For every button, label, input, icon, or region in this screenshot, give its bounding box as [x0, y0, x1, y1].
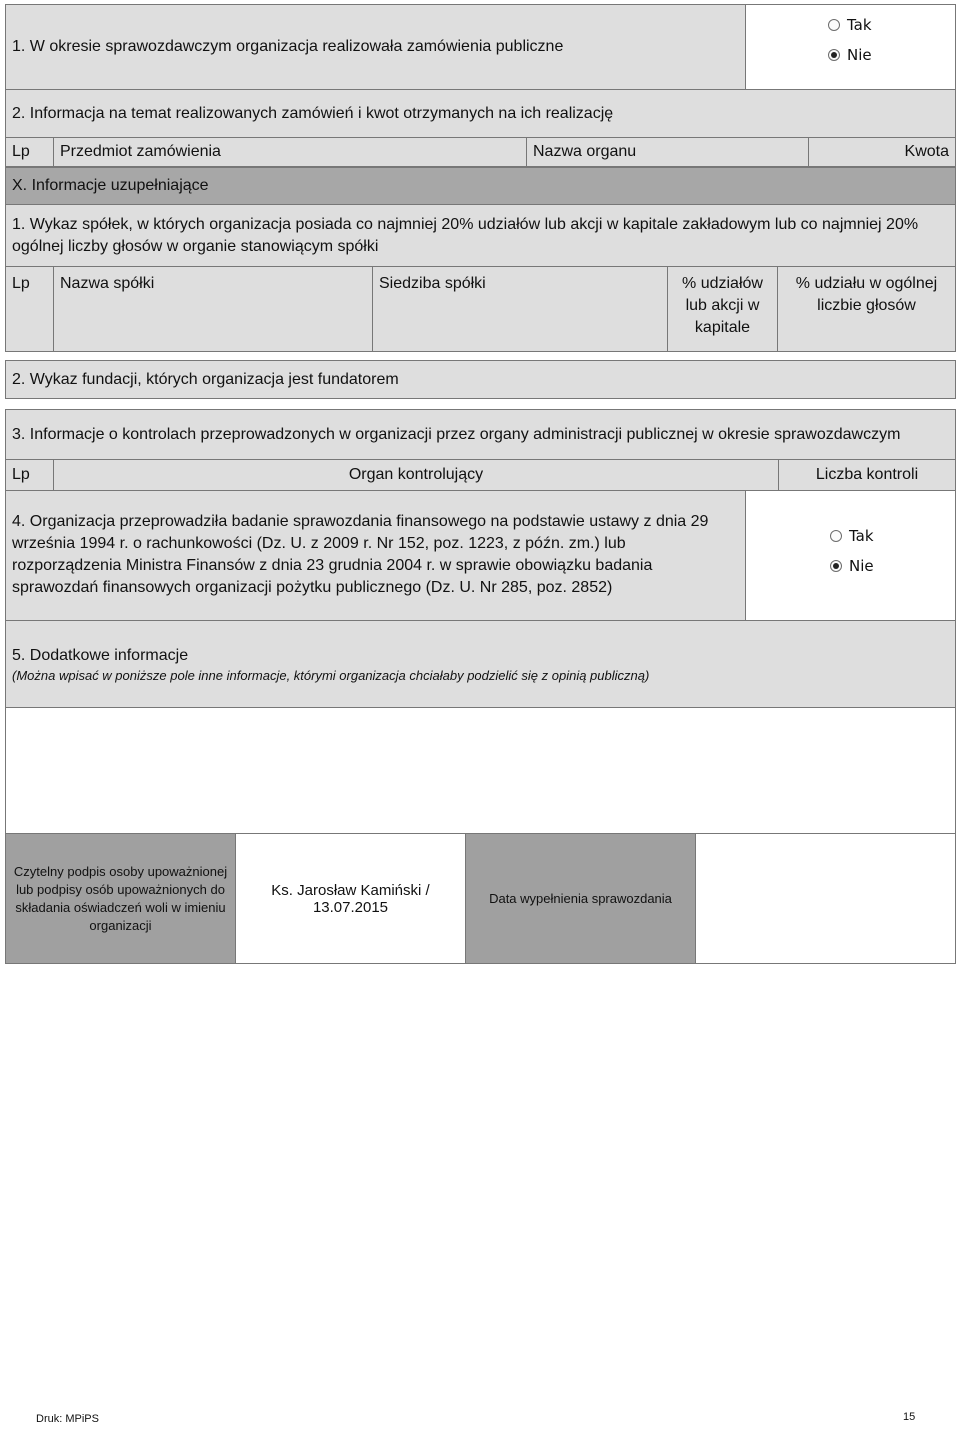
column-header: Liczba kontroli [815, 466, 919, 483]
s5-subtitle: (Można wpisać w poniższe pole inne informacje, którymi organizacja chciałaby podzielić się z opinią publiczną) [12, 668, 650, 683]
s5-additional-info-field[interactable] [5, 707, 956, 834]
section-x-header [5, 167, 956, 205]
s4-radio-group [830, 521, 874, 581]
q1-question [5, 4, 746, 90]
q1-label: 1. W okresie sprawozdawczym organizacja realizowała zamówienia publiczne [12, 38, 564, 55]
s4-option-nie[interactable] [830, 551, 874, 581]
column-header: Nazwa spółki [60, 275, 155, 292]
s3-col-liczba [778, 459, 956, 491]
q2-label: 2. Informacja na temat realizowanych zamówień i kwot otrzymanych na ich realizację [12, 104, 614, 122]
s2-header [5, 360, 956, 399]
s1-col-udzialy [667, 266, 778, 352]
date-field[interactable] [695, 833, 956, 964]
radio-button-checked-icon[interactable] [830, 560, 842, 572]
radio-button-icon[interactable] [828, 19, 840, 31]
s1-label: 1. Wykaz spółek, w których organizacja posiada co najmniej 20% udziałów lub akcji w kapitale zakładowym lub co najmniej 20% ogólnej liczby głosów w organie stanowiącym spółki [12, 216, 919, 255]
q1-radio-group [828, 10, 872, 70]
column-header: Siedziba spółki [379, 275, 486, 292]
radio-button-icon[interactable] [830, 530, 842, 542]
s4-option-tak[interactable] [830, 521, 874, 551]
column-header: Przedmiot zamówienia [60, 143, 221, 160]
column-header: Nazwa organu [533, 143, 637, 160]
s4-option-label: Nie [849, 557, 874, 575]
q2-col-lp [5, 137, 54, 168]
column-header: Lp [12, 143, 30, 160]
date-label-cell [465, 833, 696, 964]
column-header: Lp [12, 466, 30, 483]
signature-label: Czytelny podpis osoby upoważnionej lub podpisy osób upoważnionych do składania oświadczeń woli w imieniu organizacji [13, 863, 228, 933]
radio-button-checked-icon[interactable] [828, 49, 840, 61]
s5-title: 5. Dodatkowe informacje [12, 647, 189, 664]
q2-col-organ [526, 137, 809, 168]
signature-field[interactable] [235, 833, 466, 964]
s1-col-nazwa [53, 266, 373, 352]
s3-col-organ [53, 459, 779, 491]
column-header: Kwota [904, 143, 949, 160]
s3-header [5, 409, 956, 460]
s1-col-lp [5, 266, 54, 352]
signature-label-cell [5, 833, 236, 964]
s4-answer-cell [745, 490, 956, 621]
column-header: Organ kontrolujący [348, 466, 484, 483]
s2-label: 2. Wykaz fundacji, których organizacja jest fundatorem [12, 370, 399, 388]
s4-option-label: Tak [849, 527, 874, 545]
q2-header [5, 89, 956, 138]
q2-col-przedmiot [53, 137, 527, 168]
q1-answer-cell [745, 4, 956, 90]
q1-option-nie[interactable] [828, 40, 872, 70]
q1-option-label: Nie [847, 46, 872, 64]
q1-option-label: Tak [847, 16, 872, 34]
column-header: % udziałów lub akcji w kapitale [682, 275, 763, 336]
column-header: % udziału w ogólnej liczbie głosów [795, 275, 938, 314]
s4-label: 4. Organizacja przeprowadziła badanie sprawozdania finansowego na podstawie ustawy z dnia 29 września 1994 r. o rachunkowości (Dz. U. z 2009 r. Nr 152, poz. 1223, z późn. zm.) lub rozporządzenia Ministra Finansów z dnia 23 grudnia 2004 r. w sprawie obowiązku badania sprawozdań finansowych organizacji pożytku publicznego (Dz. U. Nr 285, poz. 2852) [12, 513, 709, 596]
page-number: 15 [903, 1411, 916, 1423]
s1-header [5, 204, 956, 267]
signature-value: Ks. Jarosław Kamiński / 13.07.2015 [271, 881, 430, 916]
s1-col-siedziba [372, 266, 668, 352]
s3-label: 3. Informacje o kontrolach przeprowadzonych w organizacji przez organy administracji publicznej w okresie sprawozdawczym [12, 425, 901, 443]
s1-col-glosy [777, 266, 956, 352]
q2-col-kwota [808, 137, 956, 168]
q1-option-tak[interactable] [828, 10, 872, 40]
column-header: Lp [12, 275, 30, 292]
s3-col-lp [5, 459, 54, 491]
s5-header [5, 620, 956, 708]
section-x-title: X. Informacje uzupełniające [12, 177, 209, 194]
s4-question [5, 490, 746, 621]
footer-print-label: Druk: MPiPS [36, 1413, 99, 1425]
date-label: Data wypełnienia sprawozdania [489, 890, 672, 906]
